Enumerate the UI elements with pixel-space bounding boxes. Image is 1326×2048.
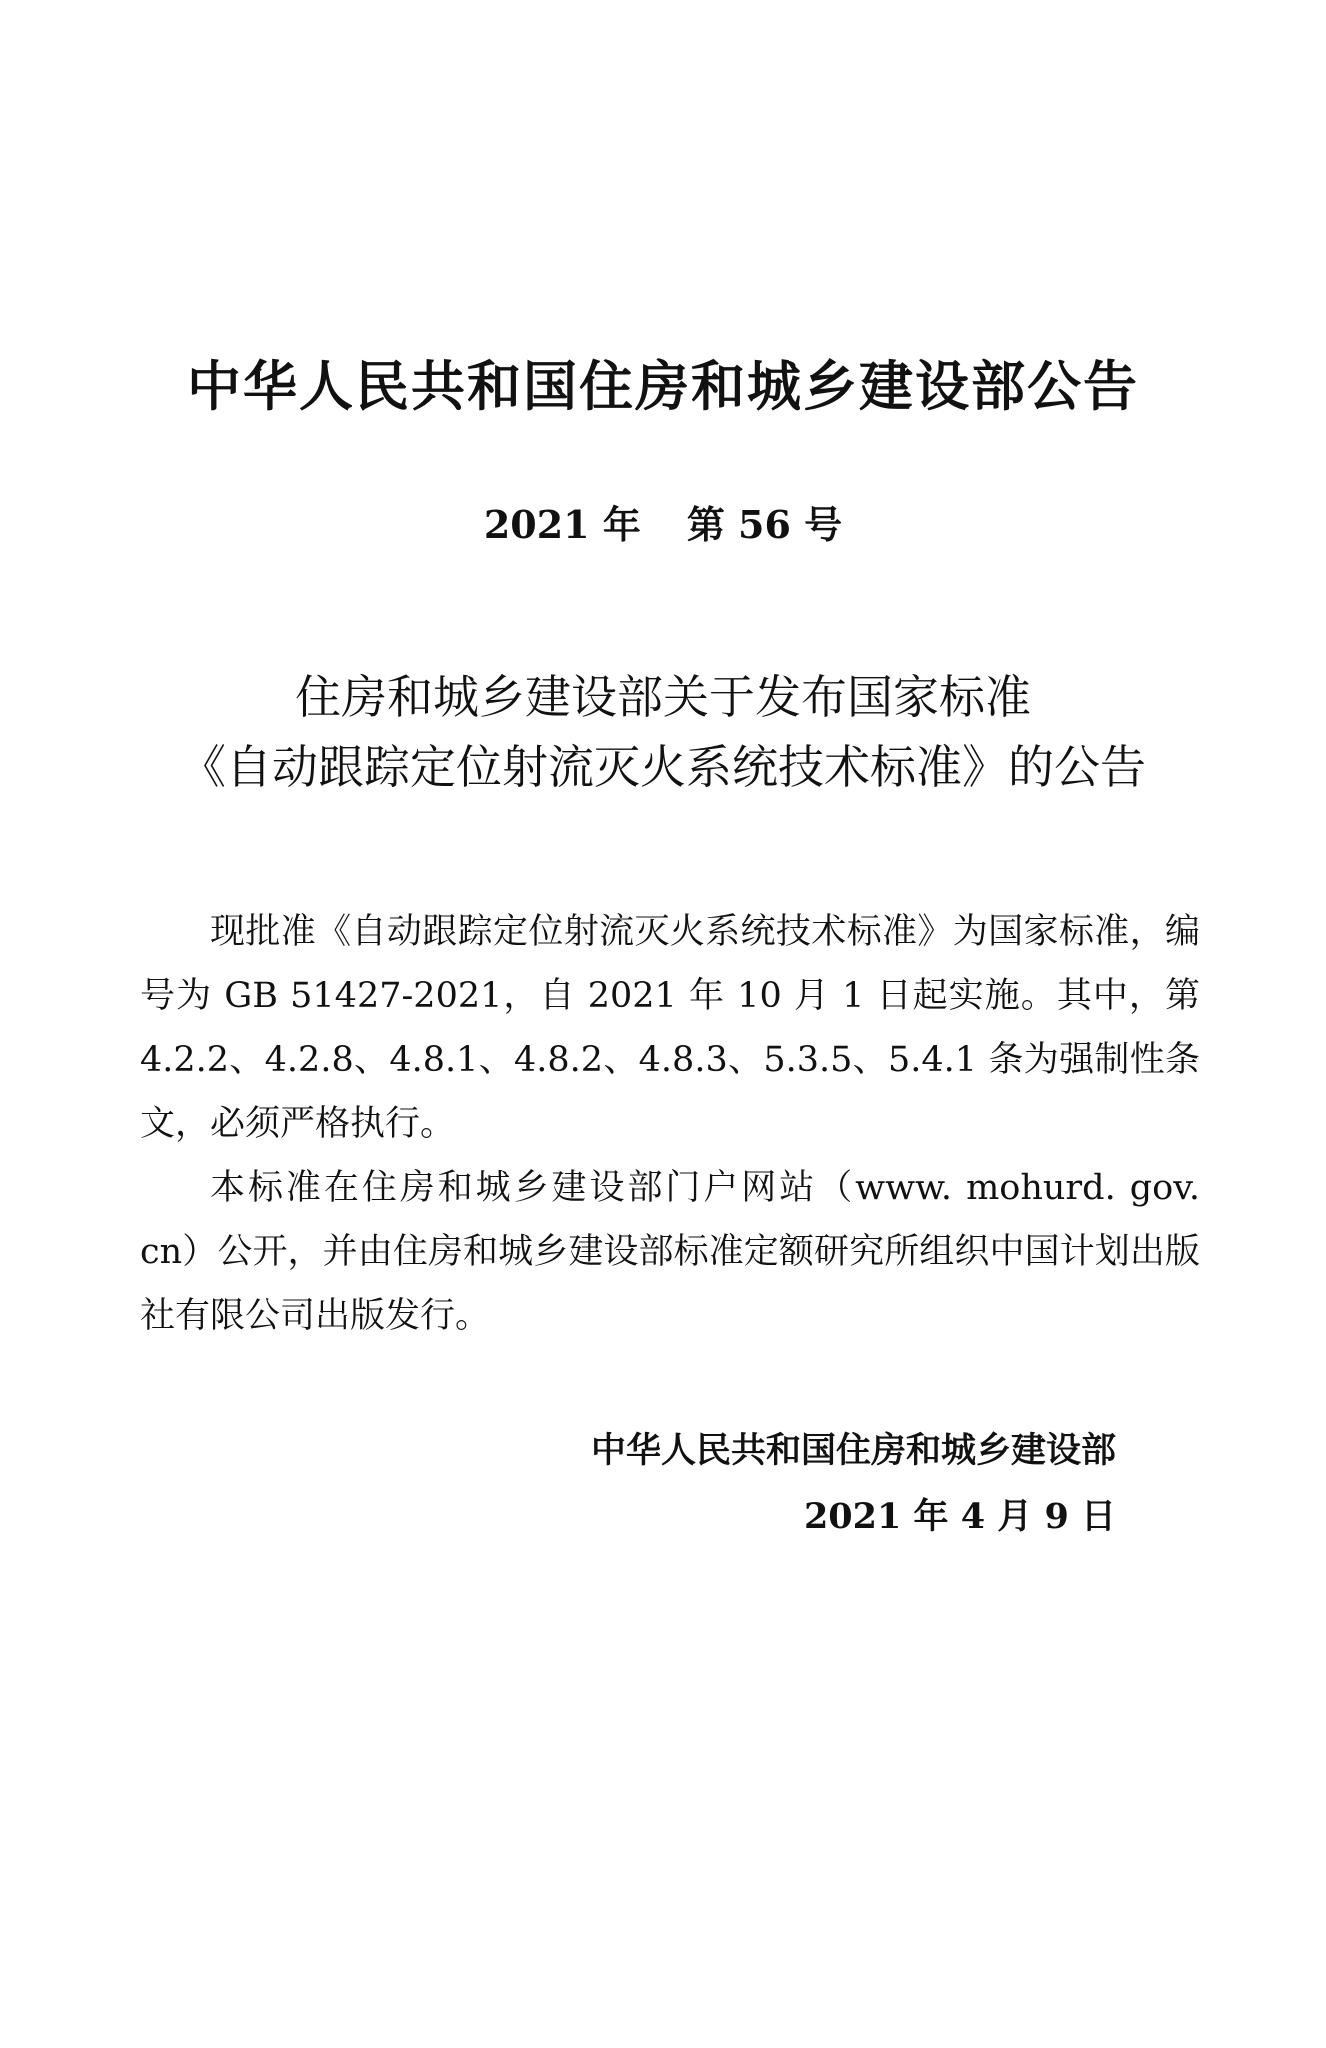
notice-title-line-1: 住房和城乡建设部关于发布国家标准 [295,670,1031,724]
issue-no: 第 56 号 [686,502,843,547]
issue-number [0,500,1326,550]
issue-year: 2021 年 [483,502,641,547]
notice-body [140,900,1200,1348]
ministry-announcement-title: 中华人民共和国住房和城乡建设部公告 [187,355,1139,418]
body-paragraph-2: 本标准在住房和城乡建设部门户网站（www. mohurd. gov. cn）公开，并由住房和城乡建设部标准定额研究所组织中国计划出版社有限公司出版发行。 [140,1168,1200,1336]
notice-title-line-2: 《自动跟踪定位射流灭火系统技术标准》的公告 [180,740,1146,794]
notice-title [0,662,1326,802]
issue-date: 2021 年 4 月 9 日 [803,1496,1116,1537]
body-paragraph-1: 现批准《自动跟踪定位射流灭火系统技术标准》为国家标准，编号为 GB 51427-2021，自 2021 年 10 月 1 日起实施。其中，第 4.2.2、4.2.8、4.8.1、4.8.2、4.8.3、5.3.5、5.4.1 条为强制性条文，必须严格执行。 [140,912,1200,1144]
issuer-name: 中华人民共和国住房和城乡建设部 [590,1431,1116,1471]
signature-block [591,1418,1116,1550]
